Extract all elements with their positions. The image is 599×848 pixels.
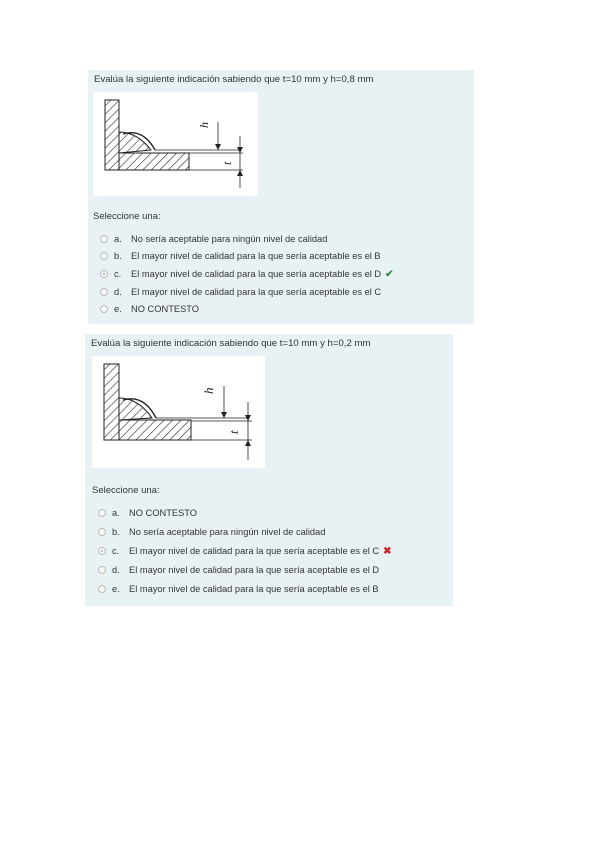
option-label: NO CONTESTO bbox=[129, 508, 198, 518]
radio-button[interactable] bbox=[98, 566, 106, 574]
radio-button[interactable] bbox=[98, 585, 106, 593]
option-label: El mayor nivel de calidad para la que sería aceptable es el C bbox=[129, 546, 380, 556]
diagram-1-t-label: t bbox=[220, 161, 234, 165]
option-label: El mayor nivel de calidad para la que sería aceptable es el D bbox=[131, 269, 382, 279]
option-letter: c. bbox=[112, 546, 120, 556]
radio-button[interactable] bbox=[100, 235, 108, 243]
q1-option-d[interactable] bbox=[100, 285, 381, 299]
option-letter: e. bbox=[112, 584, 120, 594]
option-letter: e. bbox=[114, 304, 122, 314]
option-letter: a. bbox=[114, 234, 122, 244]
option-letter: d. bbox=[112, 565, 120, 575]
q2-option-e[interactable] bbox=[98, 582, 379, 596]
question-2-prompt: Seleccione una: bbox=[92, 485, 160, 496]
question-1-weld-diagram bbox=[93, 92, 258, 196]
radio-button[interactable] bbox=[100, 288, 108, 296]
option-label: No sería aceptable para ningún nivel de calidad bbox=[129, 527, 326, 537]
question-2-text: Evalúa la siguiente indicación sabiendo que t=10 mm y h=0,2 mm bbox=[91, 338, 371, 349]
option-label: El mayor nivel de calidad para la que sería aceptable es el C bbox=[131, 287, 382, 297]
question-1-panel bbox=[88, 70, 474, 324]
option-label: El mayor nivel de calidad para la que sería aceptable es el B bbox=[129, 584, 379, 594]
q2-option-a[interactable] bbox=[98, 506, 197, 520]
option-letter: c. bbox=[114, 269, 122, 279]
question-2-panel bbox=[85, 334, 453, 606]
radio-button[interactable] bbox=[98, 509, 106, 517]
q2-option-d[interactable] bbox=[98, 563, 379, 577]
q1-option-c[interactable] bbox=[100, 267, 394, 281]
question-1-prompt: Seleccione una: bbox=[93, 211, 161, 222]
option-label: NO CONTESTO bbox=[131, 304, 200, 314]
radio-button[interactable] bbox=[100, 305, 108, 313]
option-letter: a. bbox=[112, 508, 120, 518]
option-label: El mayor nivel de calidad para la que sería aceptable es el B bbox=[131, 251, 381, 261]
diagram-1-h-label: h bbox=[197, 122, 211, 128]
radio-button-selected[interactable] bbox=[98, 547, 106, 555]
radio-button[interactable] bbox=[100, 252, 108, 260]
diagram-2-t-label: t bbox=[226, 430, 241, 434]
q2-option-c[interactable] bbox=[98, 544, 392, 558]
option-label: El mayor nivel de calidad para la que sería aceptable es el D bbox=[129, 565, 380, 575]
question-1-text: Evalúa la siguiente indicación sabiendo que t=10 mm y h=0,8 mm bbox=[94, 74, 374, 85]
option-label: No sería aceptable para ningún nivel de calidad bbox=[131, 234, 328, 244]
radio-button[interactable] bbox=[98, 528, 106, 536]
q1-option-b[interactable] bbox=[100, 249, 381, 263]
q2-option-b[interactable] bbox=[98, 525, 325, 539]
option-letter: b. bbox=[112, 527, 120, 537]
q1-option-e[interactable] bbox=[100, 302, 199, 316]
correct-check-icon: ✔ bbox=[385, 268, 394, 280]
option-letter: b. bbox=[114, 251, 122, 261]
option-letter: d. bbox=[114, 287, 122, 297]
q1-option-a[interactable] bbox=[100, 232, 327, 246]
diagram-2-h-label: h bbox=[201, 387, 216, 394]
question-2-weld-diagram bbox=[92, 356, 265, 468]
incorrect-cross-icon: ✖ bbox=[383, 545, 392, 557]
radio-button-selected[interactable] bbox=[100, 270, 108, 278]
